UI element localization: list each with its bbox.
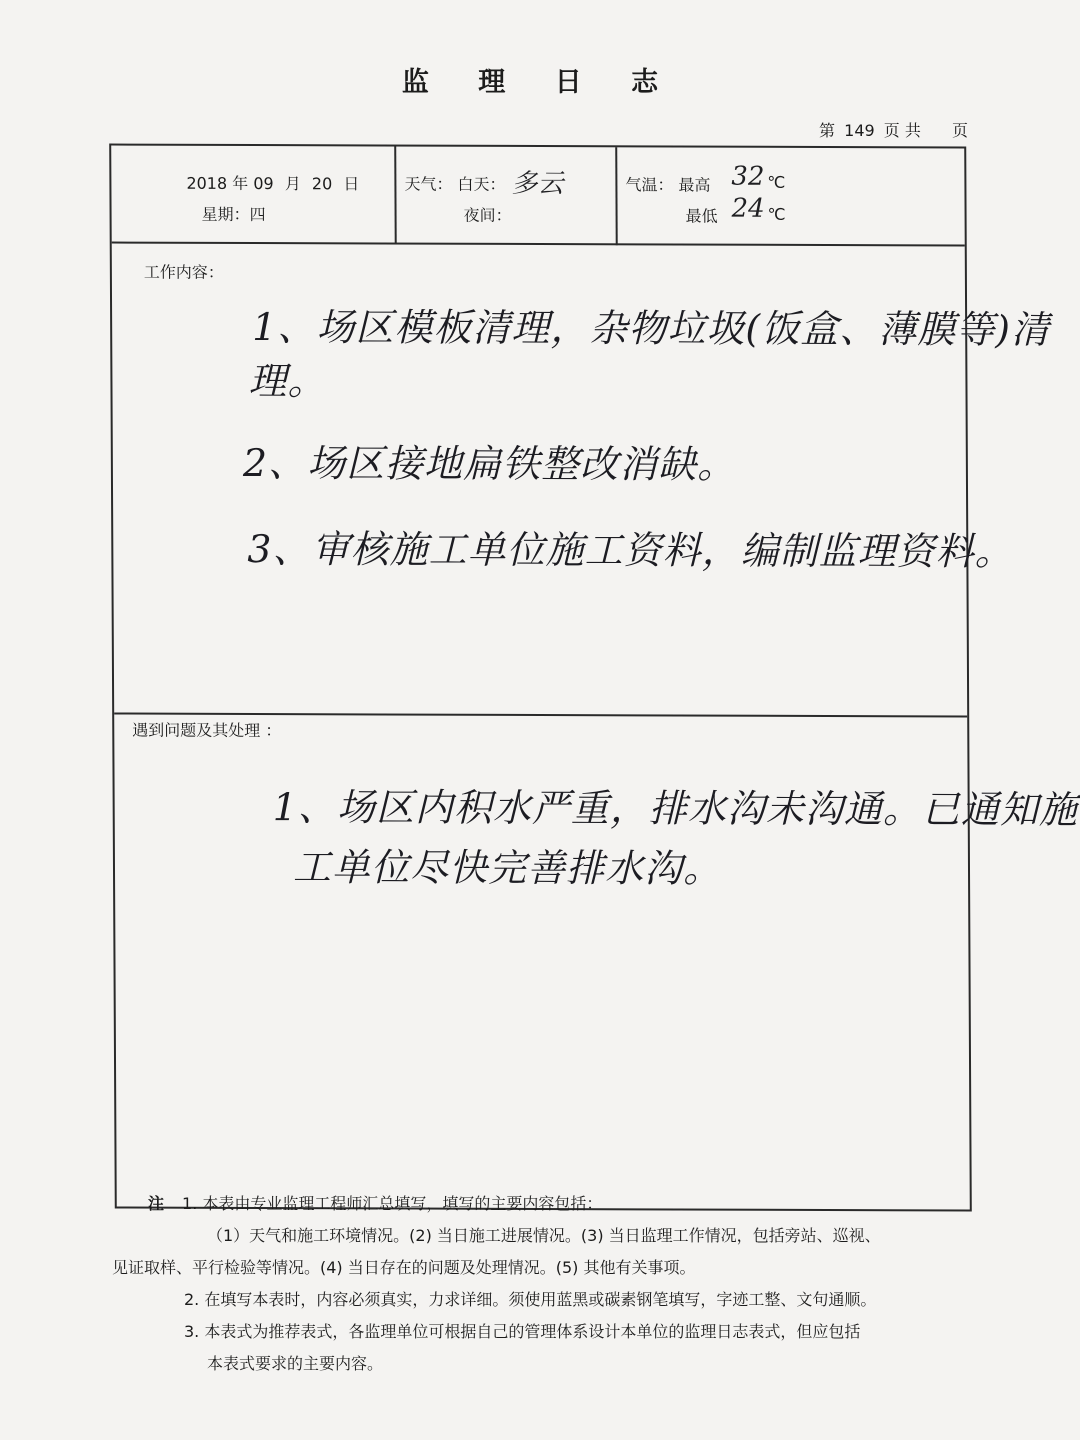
note-line: 见证取样、平行检验等情况。(4) 当日存在的问题及处理情况。(5) 其他有关事项。 bbox=[112, 1258, 696, 1277]
log-table bbox=[109, 144, 1078, 1212]
high-temp-handwritten: 32 bbox=[731, 161, 765, 192]
issues-label: 遇到问题及其处理 ： bbox=[132, 720, 282, 741]
weekday bbox=[202, 202, 266, 225]
temp-high bbox=[625, 172, 710, 195]
page-prefix: 第 bbox=[819, 121, 836, 140]
night-label: 夜间： bbox=[463, 205, 512, 225]
date-year: 2018 bbox=[186, 173, 228, 193]
section-divider bbox=[114, 713, 967, 718]
note-line: 本表式要求的主要内容。 bbox=[207, 1354, 384, 1373]
note-line: 2. 在填写本表时，内容必须真实，力求详细。须使用蓝黑或碳素钢笔填写，字迹工整、文句通顺。 bbox=[184, 1290, 877, 1309]
divider bbox=[615, 147, 618, 245]
page-suffix: 页 bbox=[951, 121, 968, 140]
work-line: 1、场区模板清理，杂物垃圾(饭盒、薄膜等)清 bbox=[252, 304, 1051, 352]
page-title: 监 理 日 志 bbox=[401, 67, 679, 98]
weekday-label: 星期： bbox=[201, 204, 250, 224]
date-day: 20 bbox=[311, 174, 333, 194]
note-line: 3. 本表式为推荐表式，各监理单位可根据自己的管理体系设计本单位的监理日志表式，但应包括 bbox=[184, 1322, 861, 1341]
page-mid: 页 共 bbox=[883, 121, 921, 140]
high-unit: ℃ bbox=[767, 172, 786, 192]
temp-label: 气温： bbox=[625, 175, 674, 195]
high-label: 最高 bbox=[678, 175, 711, 195]
notes-head: 注 bbox=[148, 1194, 165, 1213]
page-num: 149 bbox=[844, 121, 875, 140]
low-temp-handwritten: 24 bbox=[731, 193, 765, 224]
low-unit: ℃ bbox=[767, 204, 786, 224]
note-line: 1. 本表由专业监理工程师汇总填写，填写的主要内容包括： bbox=[182, 1194, 603, 1213]
date-month-unit: 月 bbox=[284, 174, 301, 194]
date-month: 09 bbox=[253, 174, 274, 194]
notes bbox=[112, 1188, 982, 1380]
issue-line: 工单位尽快完善排水沟。 bbox=[292, 845, 723, 891]
note-line: （1）天气和施工环境情况。(2) 当日施工进展情况。(3) 当日监理工作情况，包括旁站、巡视、 bbox=[207, 1226, 881, 1245]
header-row bbox=[111, 146, 965, 247]
low-label: 最低 bbox=[685, 206, 718, 226]
work-line: 3、审核施工单位施工资料，编制监理资料。 bbox=[247, 526, 1014, 574]
work-line: 理。 bbox=[248, 358, 327, 404]
work-label: 工作内容： bbox=[143, 262, 224, 282]
page-number bbox=[815, 118, 968, 141]
issue-line: 1、场区内积水严重，排水沟未沟通。已通知施 bbox=[272, 785, 1078, 832]
day-weather-handwritten: 多云 bbox=[511, 168, 564, 200]
work-line: 2、场区接地扁铁整改消缺。 bbox=[242, 440, 737, 487]
weekday-value: 四 bbox=[249, 204, 266, 225]
divider bbox=[394, 146, 397, 244]
day-label: 白天： bbox=[457, 174, 506, 194]
weather-day bbox=[404, 172, 505, 195]
date-year-unit: 年 bbox=[232, 173, 249, 193]
weather-label: 天气： bbox=[404, 174, 453, 194]
date-day-unit: 日 bbox=[343, 174, 360, 194]
date bbox=[186, 171, 359, 195]
